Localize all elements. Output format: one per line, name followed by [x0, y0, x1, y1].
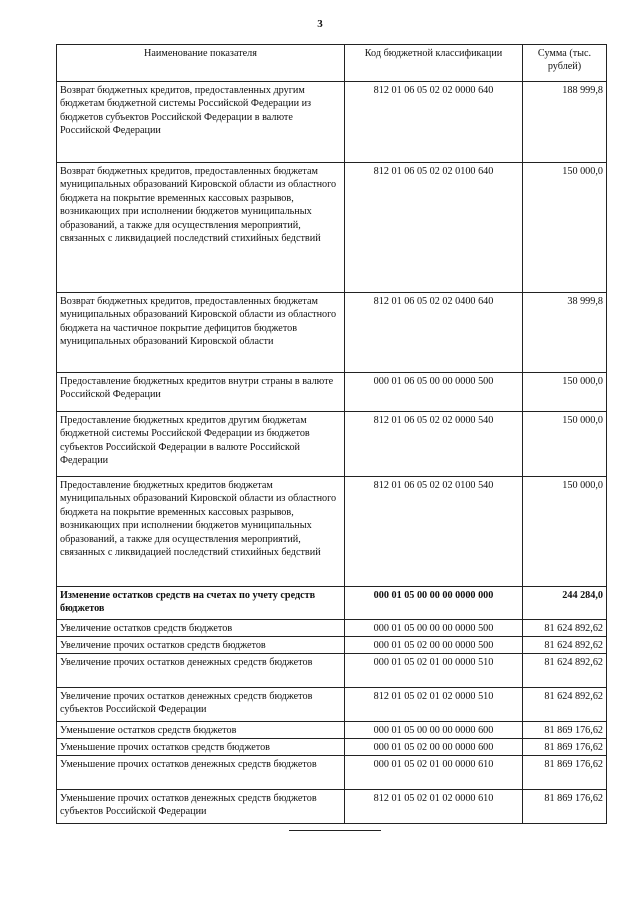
row-budget-code: 000 01 05 00 00 00 0000 600 [345, 722, 523, 739]
row-indicator-name: Увеличение прочих остатков денежных средств бюджетов субъектов Российской Федерации [57, 688, 345, 722]
table-row [57, 587, 607, 620]
table-row [57, 756, 607, 790]
row-sum: 81 869 176,62 [523, 739, 607, 756]
row-indicator-name: Уменьшение прочих остатков денежных средств бюджетов субъектов Российской Федерации [57, 790, 345, 824]
row-budget-code: 812 01 06 05 02 02 0000 640 [345, 82, 523, 163]
table-row [57, 722, 607, 739]
row-indicator-name: Уменьшение прочих остатков средств бюджетов [57, 739, 345, 756]
table-row [57, 739, 607, 756]
row-sum: 81 869 176,62 [523, 722, 607, 739]
table-row [57, 637, 607, 654]
table-row [57, 373, 607, 412]
row-indicator-name: Предоставление бюджетных кредитов другим бюджетам бюджетной системы Российской Федерации из бюджетов субъектов Российской Федерации в валюте Российской Федерации [57, 412, 345, 477]
row-budget-code: 000 01 05 02 01 00 0000 610 [345, 756, 523, 790]
row-sum: 81 624 892,62 [523, 620, 607, 637]
row-sum: 81 624 892,62 [523, 688, 607, 722]
end-of-document-line [289, 830, 381, 831]
row-indicator-name: Увеличение прочих остатков средств бюджетов [57, 637, 345, 654]
row-sum: 81 624 892,62 [523, 654, 607, 688]
row-sum: 81 624 892,62 [523, 637, 607, 654]
row-budget-code: 000 01 05 00 00 00 0000 500 [345, 620, 523, 637]
row-indicator-name: Предоставление бюджетных кредитов внутри страны в валюте Российской Федерации [57, 373, 345, 412]
row-sum: 81 869 176,62 [523, 790, 607, 824]
table-row [57, 82, 607, 163]
row-budget-code: 812 01 06 05 02 02 0400 640 [345, 293, 523, 373]
row-budget-code: 812 01 06 05 02 02 0100 640 [345, 163, 523, 293]
table-row [57, 477, 607, 587]
table-row [57, 293, 607, 373]
row-indicator-name: Возврат бюджетных кредитов, предоставленных другим бюджетам бюджетной системы Российской Федерации из бюджетов субъектов Российской Федерации в валюте Российской Федерации [57, 82, 345, 163]
row-budget-code: 812 01 05 02 01 02 0000 610 [345, 790, 523, 824]
row-sum: 81 869 176,62 [523, 756, 607, 790]
row-budget-code: 000 01 05 02 00 00 0000 600 [345, 739, 523, 756]
row-indicator-name: Уменьшение остатков средств бюджетов [57, 722, 345, 739]
row-indicator-name: Возврат бюджетных кредитов, предоставленных бюджетам муниципальных образований Кировской области из областного бюджета на частичное покрытие дефицитов бюджетов муниципальных образований Кировской области [57, 293, 345, 373]
row-indicator-name: Уменьшение прочих остатков денежных средств бюджетов [57, 756, 345, 790]
row-budget-code: 000 01 06 05 00 00 0000 500 [345, 373, 523, 412]
header-sum: Сумма (тыс. рублей) [523, 45, 607, 82]
row-sum: 150 000,0 [523, 412, 607, 477]
row-sum: 38 999,8 [523, 293, 607, 373]
row-sum: 244 284,0 [523, 587, 607, 620]
row-sum: 150 000,0 [523, 477, 607, 587]
table-row [57, 620, 607, 637]
row-budget-code: 812 01 05 02 01 02 0000 510 [345, 688, 523, 722]
row-indicator-name: Возврат бюджетных кредитов, предоставленных бюджетам муниципальных образований Кировской области из областного бюджета на покрытие временных кассовых разрывов, возникающих при исполнении бюджетов муниципальных образований, а также для осуществления мероприятий, связанных с ликвидацией последствий стихийных бедствий [57, 163, 345, 293]
row-budget-code: 812 01 06 05 02 02 0100 540 [345, 477, 523, 587]
table-header-row [57, 45, 607, 82]
header-indicator-name: Наименование показателя [57, 45, 345, 82]
table-row [57, 790, 607, 824]
row-sum: 188 999,8 [523, 82, 607, 163]
row-sum: 150 000,0 [523, 163, 607, 293]
row-indicator-name: Увеличение прочих остатков денежных средств бюджетов [57, 654, 345, 688]
table-row [57, 654, 607, 688]
row-budget-code: 000 01 05 02 01 00 0000 510 [345, 654, 523, 688]
row-budget-code: 812 01 06 05 02 02 0000 540 [345, 412, 523, 477]
row-indicator-name: Изменение остатков средств на счетах по учету средств бюджетов [57, 587, 345, 620]
row-indicator-name: Увеличение остатков средств бюджетов [57, 620, 345, 637]
table-row [57, 163, 607, 293]
budget-sources-table [56, 44, 607, 824]
row-indicator-name: Предоставление бюджетных кредитов бюджетам муниципальных образований Кировской области из областного бюджета на покрытие временных кассовых разрывов, возникающих при исполнении бюджетов муниципальных образований, а также для осуществления мероприятий, связанных с ликвидацией последствий стихийных бедствий [57, 477, 345, 587]
row-sum: 150 000,0 [523, 373, 607, 412]
row-budget-code: 000 01 05 00 00 00 0000 000 [345, 587, 523, 620]
table-row [57, 688, 607, 722]
row-budget-code: 000 01 05 02 00 00 0000 500 [345, 637, 523, 654]
header-budget-code: Код бюджетной классификации [345, 45, 523, 82]
page-number: 3 [317, 18, 323, 30]
table-row [57, 412, 607, 477]
table-body [57, 82, 607, 824]
